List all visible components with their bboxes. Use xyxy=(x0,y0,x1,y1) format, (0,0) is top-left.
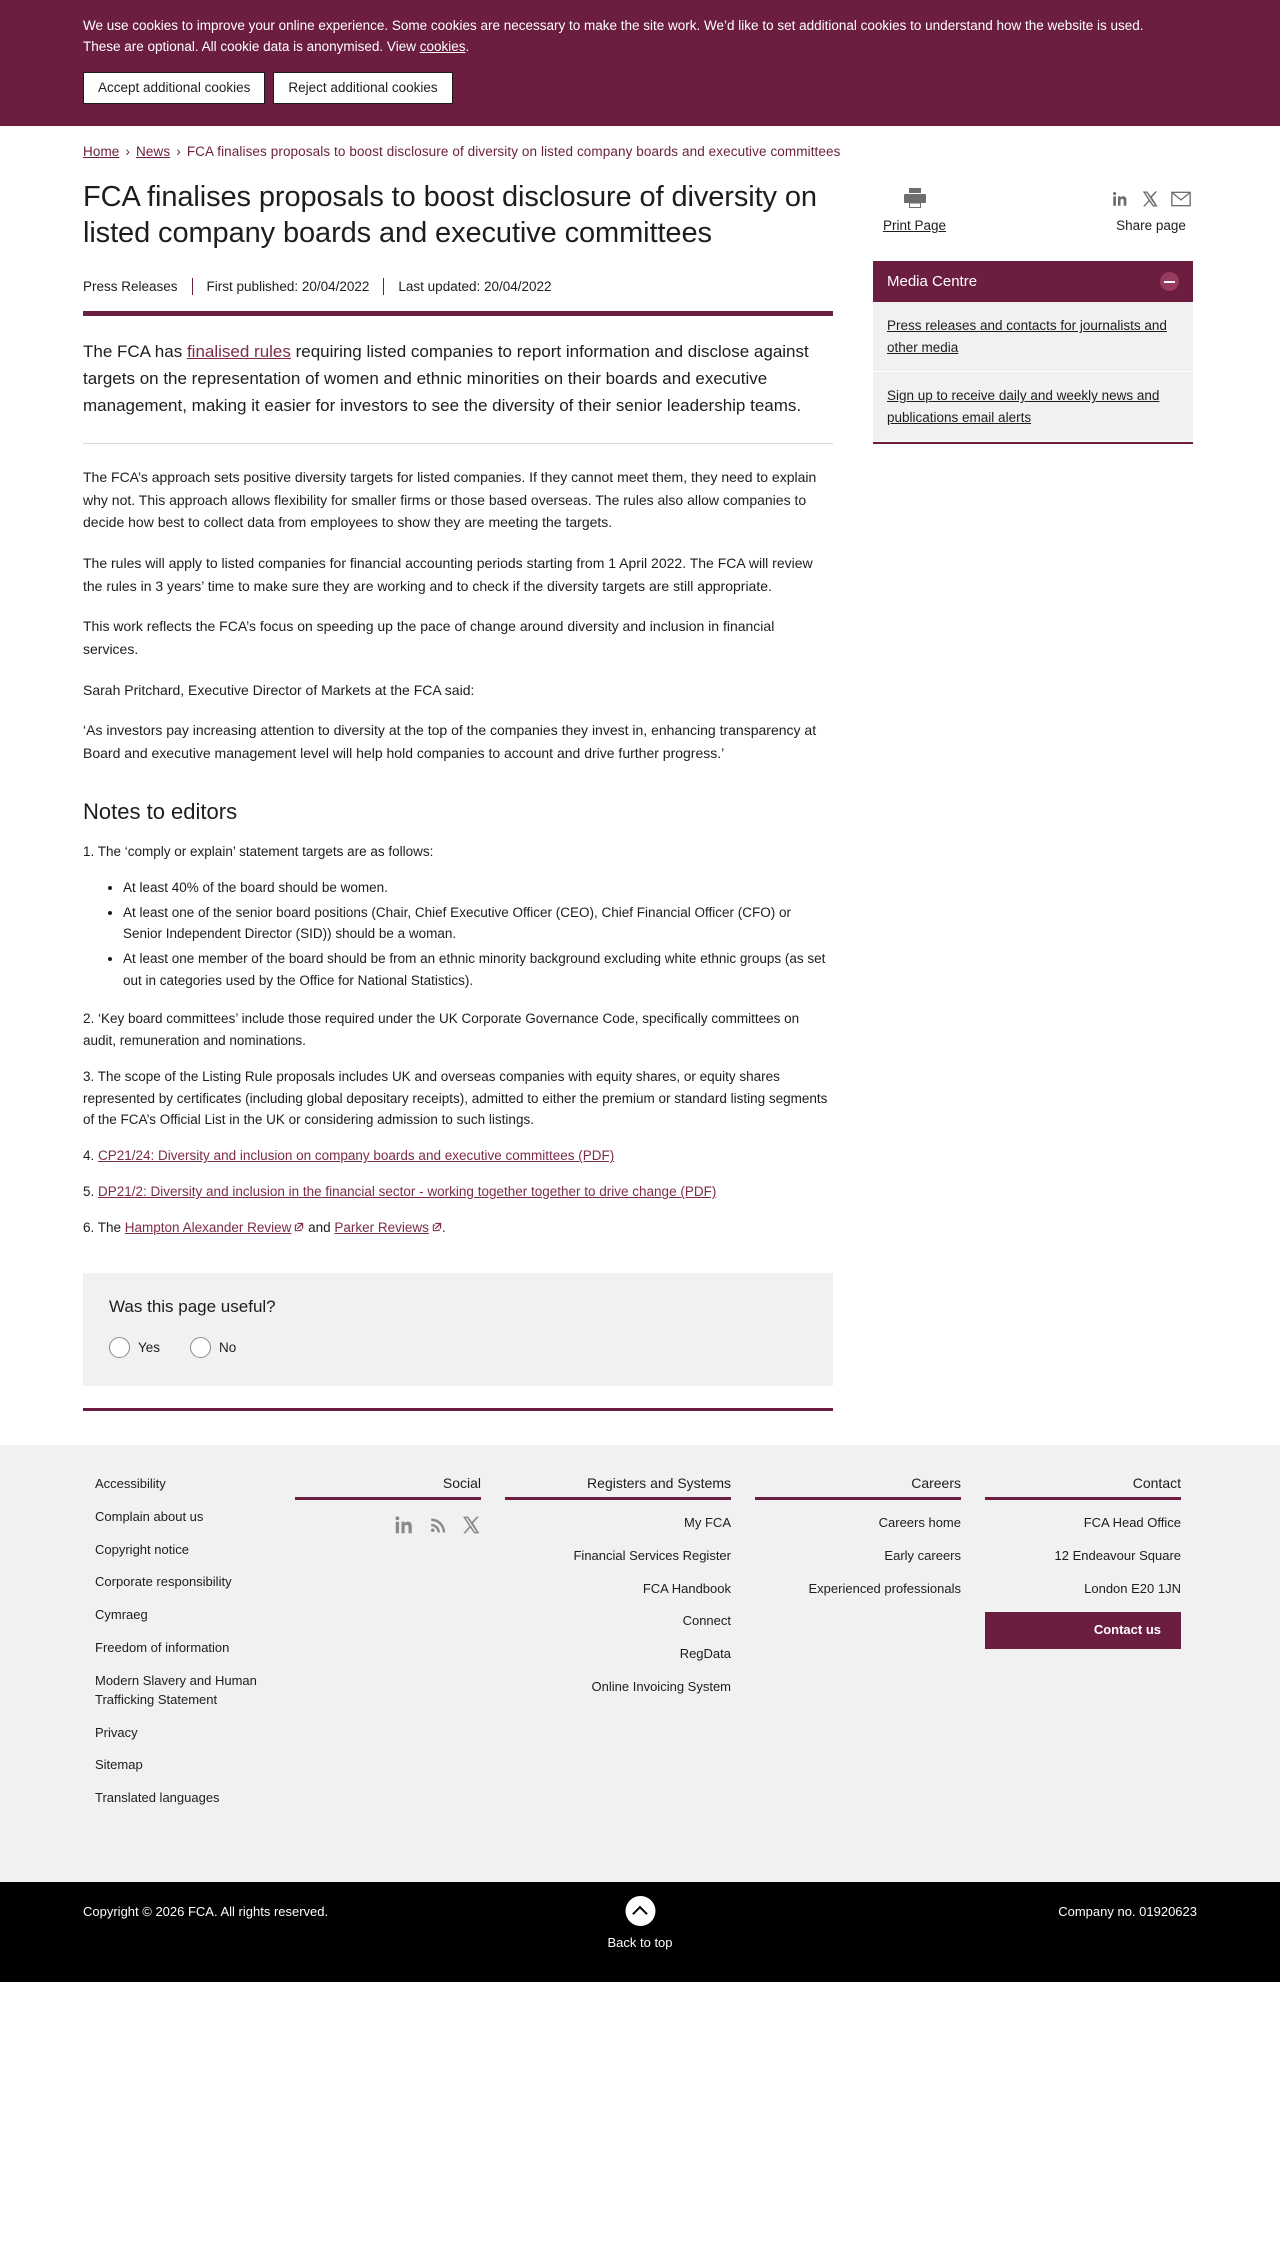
note-item-5 xyxy=(83,1181,833,1203)
media-centre-item[interactable] xyxy=(873,302,1193,372)
print-page-block[interactable] xyxy=(883,187,946,233)
note-4-number: 4. xyxy=(83,1148,99,1164)
footer-heading-rule xyxy=(505,1497,731,1500)
footer-link-sitemap[interactable]: Sitemap xyxy=(95,1757,143,1773)
article-lede xyxy=(83,338,833,420)
back-to-top-label: Back to top xyxy=(607,1935,673,1951)
accept-additional-cookies-button[interactable]: Accept additional cookies xyxy=(83,72,265,104)
hampton-alexander-review-link[interactable]: Hampton Alexander Review xyxy=(124,1219,292,1235)
notes-to-editors-heading: Notes to editors xyxy=(83,798,238,824)
footer-link-cymraeg[interactable]: Cymraeg xyxy=(95,1607,148,1623)
note-6-prefix: 6. The xyxy=(83,1219,125,1235)
rss-icon[interactable] xyxy=(429,1516,447,1537)
note-item-3: 3. The scope of the Listing Rule proposals includes UK and overseas companies with equity shares, or equity shares represented by certificates (including global depositary receipts), admitted to either the premium or standard listing segments of the FCA’s Official List in the UK or considering admission to such listings. xyxy=(83,1068,828,1128)
lede-divider xyxy=(83,443,833,444)
cookies-policy-link[interactable]: cookies xyxy=(419,38,466,54)
note-bullet: • At least one member of the board should be from an ethnic minority background excluding white ethnic groups (as set out in categories used by the Office for National Statistics). xyxy=(123,948,833,992)
footer-column-general xyxy=(83,1475,283,1822)
finalised-rules-link[interactable]: finalised rules xyxy=(186,341,291,361)
email-alerts-signup-link[interactable]: Sign up to receive daily and weekly news and publications email alerts xyxy=(887,388,1160,425)
copyright-text: Copyright © 2026 FCA. All rights reserved. xyxy=(83,1904,329,1920)
site-footer xyxy=(0,1445,1280,1882)
linkedin-icon[interactable] xyxy=(393,1514,415,1539)
chevron-up-icon xyxy=(625,1896,655,1926)
article-paragraph: The rules will apply to listed companies for financial accounting periods starting from 1 April 2022. The FCA will review the rules in 3 years’ time to make sure they are working and to check if the diversity targets are still appropriate. xyxy=(83,555,813,594)
cp21-24-pdf-link[interactable]: CP21/24: Diversity and inclusion on company boards and executive committees (PDF) xyxy=(98,1148,615,1164)
company-number-text: Company no. 01920623 xyxy=(1058,1904,1197,1920)
media-centre-widget xyxy=(873,261,1193,444)
article-last-updated: Last updated: 20/04/2022 xyxy=(398,278,552,294)
footer-column-social xyxy=(283,1475,493,1822)
footer-link-regdata[interactable]: RegData xyxy=(679,1646,731,1662)
footer-heading-rule xyxy=(295,1497,481,1500)
note-1-bullet-list xyxy=(83,877,833,992)
feedback-radio-yes[interactable] xyxy=(109,1337,130,1358)
share-page-label: Share page xyxy=(1116,218,1186,234)
footer-link-copyright-notice[interactable]: Copyright notice xyxy=(95,1541,189,1557)
footer-address-line: London E20 1JN xyxy=(1084,1580,1181,1596)
print-page-link[interactable]: Print Page xyxy=(883,218,947,234)
breadcrumb-chevron-icon: › xyxy=(176,144,181,160)
article-category: Press Releases xyxy=(83,278,178,294)
footer-link-translated-languages[interactable]: Translated languages xyxy=(95,1790,220,1806)
footer-link-connect[interactable]: Connect xyxy=(682,1613,731,1629)
breadcrumb-link-home[interactable]: Home xyxy=(83,144,120,160)
footer-link-corporate-responsibility[interactable]: Corporate responsibility xyxy=(95,1574,232,1590)
external-link-icon xyxy=(432,1217,442,1227)
footer-link-early-careers[interactable]: Early careers xyxy=(884,1547,961,1563)
note-6-middle: and xyxy=(304,1219,335,1235)
footer-link-freedom-of-information[interactable]: Freedom of information xyxy=(95,1640,230,1656)
share-page-block xyxy=(1111,190,1191,233)
note-item-1: 1. The ‘comply or explain’ statement targets are as follows: xyxy=(83,843,434,859)
breadcrumb-link-news[interactable]: News xyxy=(136,144,171,160)
note-item-2: 2. ‘Key board committees’ include those required under the UK Corporate Governance Code, specifically committees on audit, remuneration and nominations. xyxy=(83,1010,800,1048)
widget-bottom-rule xyxy=(873,442,1193,444)
page-title: FCA finalises proposals to boost disclosure of diversity on listed company boards and executive committees xyxy=(83,181,817,250)
footer-link-experienced-professionals[interactable]: Experienced professionals xyxy=(808,1580,961,1596)
footer-link-modern-slavery-statement[interactable]: Modern Slavery and Human Trafficking Statement xyxy=(95,1672,257,1707)
footer-address-line: FCA Head Office xyxy=(1083,1514,1181,1530)
note-6-suffix: . xyxy=(441,1219,446,1235)
lede-text-after: requiring listed companies to report information and disclose against targets on the representation of women and ethnic minorities on their boards and executive management, making it easier for investors to see the diversity of their senior leadership teams. xyxy=(83,341,809,415)
footer-link-fca-handbook[interactable]: FCA Handbook xyxy=(642,1580,731,1596)
feedback-label-yes: Yes xyxy=(138,1339,161,1355)
meta-divider xyxy=(383,278,384,295)
meta-divider xyxy=(192,278,193,295)
reject-additional-cookies-button[interactable]: Reject additional cookies xyxy=(273,72,452,104)
back-to-top-button[interactable] xyxy=(607,1896,672,1950)
parker-reviews-link[interactable]: Parker Reviews xyxy=(334,1219,429,1235)
contact-us-button[interactable]: Contact us xyxy=(985,1612,1181,1649)
footer-heading-contact: Contact xyxy=(1132,1474,1181,1491)
article-main-column xyxy=(83,169,873,1411)
page-feedback-panel xyxy=(83,1273,833,1386)
article-paragraph: This work reflects the FCA’s focus on speeding up the pace of change around diversity and inclusion in financial services. xyxy=(83,618,775,658)
footer-address-line: 12 Endeavour Square xyxy=(1054,1547,1181,1563)
cookie-banner-text xyxy=(83,16,1183,58)
x-twitter-icon[interactable] xyxy=(461,1515,481,1538)
note-5-number: 5. xyxy=(83,1184,99,1200)
site-bottom-bar xyxy=(0,1882,1280,1982)
cookie-consent-banner xyxy=(0,0,1280,126)
press-releases-contacts-link[interactable]: Press releases and contacts for journalists and other media xyxy=(887,318,1167,355)
breadcrumb xyxy=(83,126,1197,169)
feedback-question: Was this page useful? xyxy=(109,1296,276,1316)
article-paragraph: The FCA’s approach sets positive diversity targets for listed companies. If they cannot meet them, they need to explain why not. This approach allows flexibility for smaller firms or those based overseas. The rules also allow companies to decide how best to collect data from employees to show they are meeting the targets. xyxy=(83,469,817,531)
cookie-text-after: . xyxy=(465,38,470,54)
media-centre-header[interactable] xyxy=(873,261,1193,302)
breadcrumb-current: FCA finalises proposals to boost disclosure of diversity on listed company boards and executive committees xyxy=(186,144,841,160)
footer-heading-careers: Careers xyxy=(911,1474,961,1491)
footer-column-contact xyxy=(973,1475,1193,1822)
article-meta xyxy=(83,278,833,295)
footer-column-careers xyxy=(743,1475,973,1822)
breadcrumb-chevron-icon: › xyxy=(125,144,131,160)
footer-link-financial-services-register[interactable]: Financial Services Register xyxy=(573,1547,731,1563)
media-centre-title: Media Centre xyxy=(887,273,978,291)
footer-heading-registers: Registers and Systems xyxy=(587,1474,731,1491)
article-paragraph: ‘As investors pay increasing attention to diversity at the top of the companies they invest in, enhancing transparency at Board and executive management level will help hold companies to account and drive further progress.’ xyxy=(83,722,817,762)
printer-icon xyxy=(883,187,946,212)
footer-link-accessibility[interactable]: Accessibility xyxy=(95,1475,166,1491)
footer-link-my-fca[interactable]: My FCA xyxy=(684,1514,731,1530)
article-first-published: First published: 20/04/2022 xyxy=(206,278,370,294)
footer-heading-rule xyxy=(985,1497,1181,1500)
linkedin-icon[interactable] xyxy=(1111,190,1129,211)
title-rule xyxy=(83,311,833,316)
footer-link-careers-home[interactable]: Careers home xyxy=(878,1514,961,1530)
collapse-minus-icon[interactable] xyxy=(1160,272,1179,291)
footer-link-online-invoicing-system[interactable]: Online Invoicing System xyxy=(591,1679,731,1695)
footer-column-registers xyxy=(493,1475,743,1822)
article-sidebar xyxy=(873,169,1193,444)
footer-link-complain-about-us[interactable]: Complain about us xyxy=(95,1508,204,1524)
content-bottom-rule xyxy=(83,1408,833,1411)
note-bullet: • At least 40% of the board should be women. xyxy=(123,877,833,899)
feedback-radio-no[interactable] xyxy=(190,1337,211,1358)
footer-heading-social: Social xyxy=(442,1474,481,1491)
note-bullet: • At least one of the senior board positions (Chair, Chief Executive Officer (CEO), Chief Financial Officer (CFO) or Senior Independent Director (SID)) should be a woman. xyxy=(123,902,833,946)
cookie-text-before: We use cookies to improve your online experience. Some cookies are necessary to make the site work. We’d like to set additional cookies to understand how the website is used. These are optional. All cookie data is anonymised. View xyxy=(83,18,1144,54)
footer-link-privacy[interactable]: Privacy xyxy=(95,1724,138,1740)
note-item-6 xyxy=(83,1217,833,1239)
external-link-icon xyxy=(294,1217,304,1227)
email-icon[interactable] xyxy=(1171,190,1191,211)
article-paragraph: Sarah Pritchard, Executive Director of Markets at the FCA said: xyxy=(83,681,475,698)
x-twitter-icon[interactable] xyxy=(1141,190,1159,211)
lede-text-before: The FCA has xyxy=(83,341,187,361)
feedback-label-no: No xyxy=(219,1339,237,1355)
note-item-4 xyxy=(83,1145,833,1167)
dp21-2-pdf-link[interactable]: DP21/2: Diversity and inclusion in the financial sector - working together together to drive change (PDF) xyxy=(98,1184,717,1200)
media-centre-item[interactable] xyxy=(873,372,1193,442)
footer-heading-rule xyxy=(755,1497,961,1500)
